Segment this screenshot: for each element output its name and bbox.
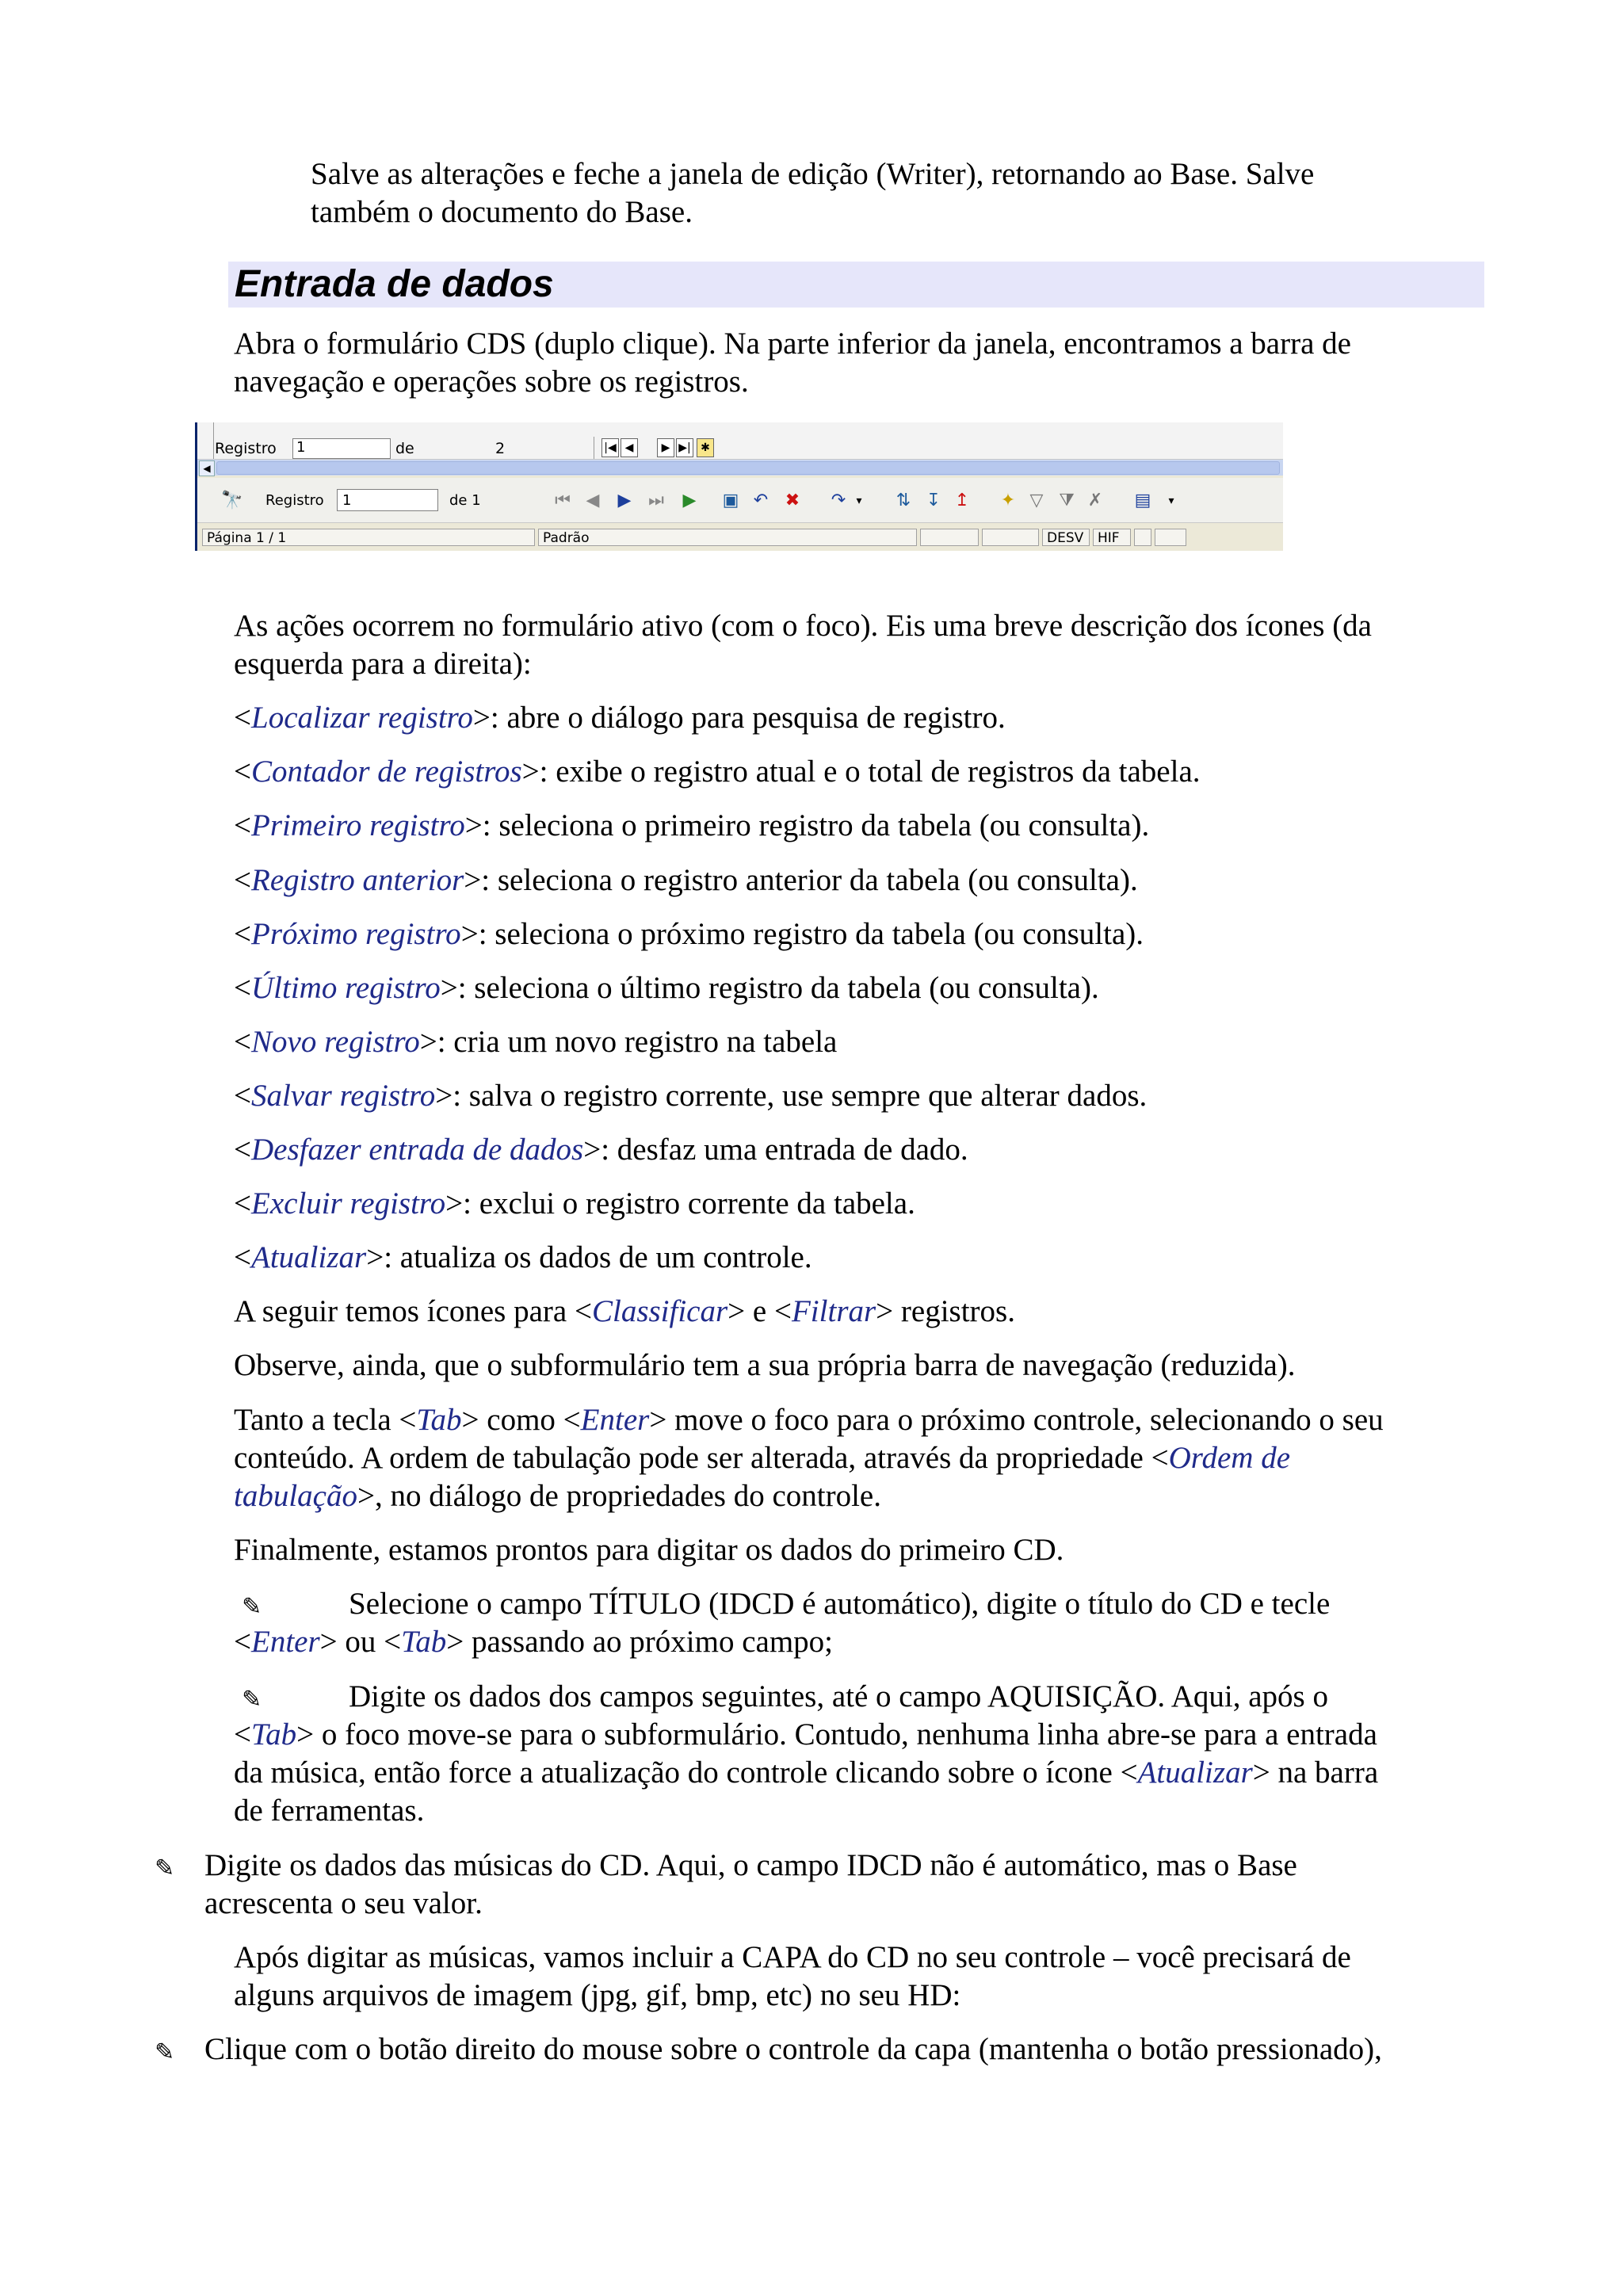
status-bar — [197, 524, 1283, 551]
bullet-2-line-3: da música, então force a atualização do controle clicando sobre o ícone <Atualizar> na barra — [234, 1755, 1379, 1790]
scroll-left-icon[interactable]: ◀ — [199, 460, 215, 476]
status-style: Padrão — [538, 529, 917, 546]
standard-filter-icon[interactable]: ⧩ — [1059, 491, 1075, 510]
subform-prev-icon[interactable]: ◀ — [621, 438, 638, 457]
term-link: Enter — [251, 1625, 320, 1659]
paragraph-actions-2: esquerda para a direita): — [234, 647, 532, 681]
term-link: Primeiro registro — [251, 808, 465, 842]
subform-first-icon[interactable]: |◀ — [601, 438, 619, 457]
paragraph-tab-2: conteúdo. A ordem de tabulação pode ser alterada, através da propriedade <Ordem de — [234, 1441, 1291, 1475]
divider — [213, 422, 214, 459]
term-link: Registro anterior — [251, 863, 464, 897]
sort-icon[interactable]: ⇅ — [896, 491, 911, 510]
item-proximo: <Próximo registro>: seleciona o próximo registro da tabela (ou consulta). — [234, 917, 1144, 951]
status-desv: DESV — [1042, 529, 1090, 546]
horizontal-scrollbar[interactable] — [197, 460, 1283, 476]
term-link: Classificar — [591, 1294, 728, 1328]
term-link: tabulação — [234, 1479, 357, 1513]
apply-filter-icon[interactable]: ▽ — [1029, 491, 1044, 510]
paragraph-actions-1: As ações ocorrem no formulário ativo (com o foco). Eis uma breve descrição dos ícones (da — [234, 609, 1372, 643]
paragraph-open-form-1: Abra o formulário CDS (duplo clique). Na parte inferior da janela, encontramos a barra de — [234, 327, 1351, 361]
autofilter-icon[interactable]: ✦ — [1000, 491, 1016, 510]
item-contador: <Contador de registros>: exibe o registro atual e o total de registros da tabela. — [234, 755, 1201, 789]
first-record-icon[interactable]: ⏮ — [555, 491, 571, 510]
subform-record-input[interactable] — [292, 438, 391, 459]
item-primeiro: <Primeiro registro>: seleciona o primeiro registro da tabela (ou consulta). — [234, 808, 1150, 842]
bullet-1-line-2: <Enter> ou <Tab> passando ao próximo campo; — [234, 1625, 834, 1659]
item-localizar: <Localizar registro>: abre o diálogo para pesquisa de registro. — [234, 701, 1006, 735]
subform-navigation-bar — [197, 422, 1283, 460]
paragraph-tab-1: Tanto a tecla <Tab> como <Enter> move o foco para o próximo controle, selecionando o seu — [234, 1403, 1384, 1437]
new-record-icon[interactable]: ▶ — [682, 491, 697, 510]
term-link: Novo registro — [251, 1025, 420, 1059]
section-heading: Entrada de dados — [235, 263, 554, 305]
bullet-pencil-icon: ✎ — [242, 1686, 262, 1713]
term-link: Contador de registros — [251, 755, 522, 789]
term-link: Localizar registro — [251, 701, 473, 735]
bullet-pencil-icon: ✎ — [242, 1593, 262, 1621]
data-source-icon[interactable]: ▤ — [1134, 491, 1151, 510]
item-novo: <Novo registro>: cria um novo registro na tabela — [234, 1025, 838, 1059]
last-record-icon[interactable]: ⏭ — [648, 491, 664, 510]
subform-last-icon[interactable]: ▶| — [676, 438, 693, 457]
toolbar-options-icon[interactable]: ▾ — [1168, 495, 1174, 507]
record-total-label: de 1 — [449, 492, 481, 509]
subform-next-icon[interactable]: ▶ — [657, 438, 674, 457]
term-link: Atualizar — [251, 1240, 367, 1274]
sort-ascending-icon[interactable]: ↧ — [926, 491, 941, 510]
refresh-dropdown-icon[interactable]: ▾ — [856, 495, 862, 507]
remove-filter-icon[interactable]: ✗ — [1087, 491, 1103, 510]
bullet-2-line-4: de ferramentas. — [234, 1794, 425, 1828]
term-link: Enter — [580, 1403, 650, 1437]
paragraph-open-form-2: navegação e operações sobre os registros. — [234, 365, 749, 399]
bullet-pencil-icon: ✎ — [155, 1855, 175, 1882]
item-desfazer: <Desfazer entrada de dados>: desfaz uma entrada de dado. — [234, 1133, 968, 1167]
bullet-4-line-1: Clique com o botão direito do mouse sobre o controle da capa (mantenha o botão pressionado), — [204, 2032, 1382, 2066]
subform-of-label: de — [395, 440, 414, 457]
bullet-3-line-1: Digite os dados das músicas do CD. Aqui, o campo IDCD não é automático, mas o Base — [204, 1848, 1297, 1882]
find-record-icon[interactable]: 🔭 — [221, 491, 243, 510]
subform-record-label: Registro — [215, 440, 277, 457]
bullet-3-line-2: acrescenta o seu valor. — [204, 1886, 483, 1920]
navigation-toolbar-screenshot — [195, 422, 1283, 551]
term-link: Filtrar — [791, 1294, 876, 1328]
scroll-thumb[interactable] — [216, 461, 1280, 475]
term-link: Próximo registro — [251, 917, 461, 951]
term-link: Tab — [401, 1625, 447, 1659]
item-atualizar: <Atualizar>: atualiza os dados de um controle. — [234, 1240, 812, 1274]
undo-entry-icon[interactable]: ↶ — [753, 491, 769, 510]
paragraph-finally: Finalmente, estamos prontos para digitar os dados do primeiro CD. — [234, 1533, 1064, 1567]
term-link: Último registro — [251, 971, 441, 1005]
term-link: Desfazer entrada de dados — [251, 1133, 584, 1167]
term-link: Atualizar — [1137, 1755, 1253, 1790]
status-object — [1155, 529, 1186, 546]
bullet-2-line-2: <Tab> o foco move-se para o subformulário. Contudo, nenhuma linha abre-se para a entrada — [234, 1717, 1377, 1752]
intro-line-1: Salve as alterações e feche a janela de edição (Writer), retornando ao Base. Salve — [311, 157, 1315, 191]
next-record-icon[interactable]: ▶ — [617, 491, 632, 510]
term-link: Excluir registro — [251, 1186, 446, 1221]
paragraph-tab-3: tabulação>, no diálogo de propriedades do controle. — [234, 1479, 881, 1513]
previous-record-icon[interactable]: ◀ — [586, 491, 600, 510]
delete-record-icon[interactable]: ✖ — [785, 491, 800, 510]
status-signature — [1134, 529, 1151, 546]
term-link: Tab — [416, 1403, 462, 1437]
subform-total: 2 — [495, 440, 506, 457]
paragraph-sort-filter: A seguir temos ícones para <Classificar> e <Filtrar> registros. — [234, 1294, 1015, 1328]
bullet-pencil-icon: ✎ — [155, 2038, 175, 2066]
paragraph-cover-2: alguns arquivos de imagem (jpg, gif, bmp, etc) no seu HD: — [234, 1978, 961, 2012]
term-link: Tab — [251, 1717, 297, 1752]
status-hif: HIF — [1093, 529, 1131, 546]
term-link: Salvar registro — [251, 1079, 436, 1113]
bullet-1-line-1: Selecione o campo TÍTULO (IDCD é automático), digite o título do CD e tecle — [349, 1587, 1331, 1621]
bullet-2-line-1: Digite os dados dos campos seguintes, até o campo AQUISIÇÃO. Aqui, após o — [349, 1679, 1328, 1713]
term-link: Ordem de — [1168, 1441, 1291, 1475]
record-label: Registro — [265, 492, 324, 509]
status-zoom — [920, 529, 979, 546]
paragraph-subform: Observe, ainda, que o subformulário tem a sua própria barra de navegação (reduzida). — [234, 1348, 1296, 1382]
form-navigation-bar — [197, 478, 1283, 523]
record-input[interactable]: 1 — [337, 489, 438, 511]
status-insert — [982, 529, 1039, 546]
subform-new-record-icon[interactable]: ✱ — [697, 438, 714, 457]
subform-record-value: 1 — [296, 439, 306, 456]
item-ultimo: <Último registro>: seleciona o último registro da tabela (ou consulta). — [234, 971, 1099, 1005]
intro-line-2: também o documento do Base. — [311, 195, 693, 229]
item-salvar: <Salvar registro>: salva o registro corrente, use sempre que alterar dados. — [234, 1079, 1148, 1113]
section-heading-bar — [228, 262, 1484, 308]
item-anterior: <Registro anterior>: seleciona o registro anterior da tabela (ou consulta). — [234, 863, 1138, 897]
sort-descending-icon[interactable]: ↥ — [954, 491, 970, 510]
item-excluir: <Excluir registro>: exclui o registro corrente da tabela. — [234, 1186, 915, 1221]
status-page: Página 1 / 1 — [202, 529, 535, 546]
refresh-icon[interactable]: ↷ — [831, 491, 846, 510]
save-record-icon[interactable]: ▣ — [722, 491, 739, 510]
paragraph-cover-1: Após digitar as músicas, vamos incluir a CAPA do CD no seu controle – você precisará de — [234, 1940, 1351, 1974]
